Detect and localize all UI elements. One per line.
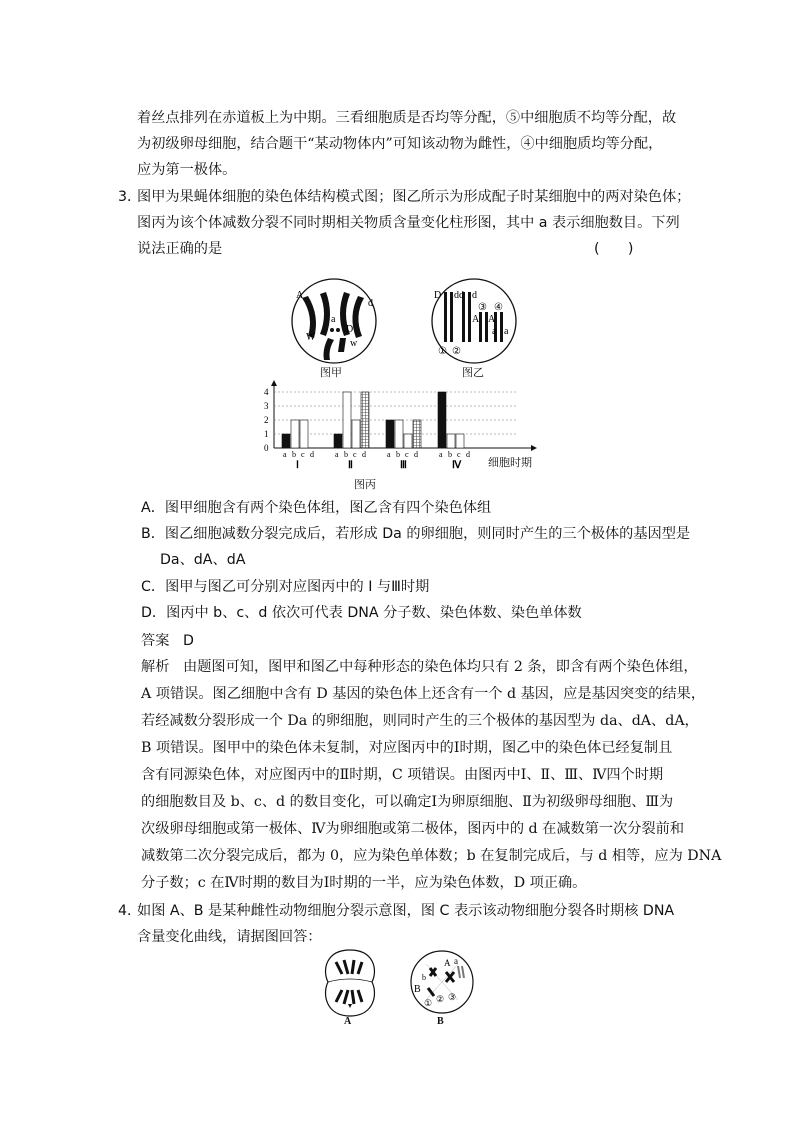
- bar-c: [300, 420, 308, 448]
- figure-jia-caption: 图甲: [320, 366, 342, 379]
- bar-d: [413, 420, 421, 448]
- fig-yi-label-d: d: [472, 290, 477, 301]
- bar-letter: a: [387, 450, 391, 459]
- bar-letter: d: [466, 450, 470, 459]
- fig-b-label-3: ③: [448, 992, 457, 1002]
- q3-analysis-8: 减数第二次分裂完成后，都为 0，应为染色单体数；b 在复制完成后，与 d 相等，应为 DNA: [141, 848, 722, 864]
- bar-c: [404, 434, 412, 448]
- bar-b: [343, 392, 351, 448]
- fig-yi-label-1: ①: [438, 346, 447, 357]
- q3-analysis-1: 由题图可知，图甲和图乙中每种形态的染色体均只有 2 条，即含有两个染色体组，: [183, 659, 698, 675]
- bar-letter: b: [396, 450, 400, 459]
- fig-jia-label-a: a: [331, 314, 336, 325]
- x-axis-arrow: [531, 445, 537, 451]
- bar-letter: c: [353, 450, 357, 459]
- bar-a: [334, 434, 342, 448]
- intro-line-1: 着丝点排列在赤道板上为中期。三看细胞质是否均等分配，⑤中细胞质不均等分配，故: [137, 110, 677, 126]
- q3-answer-value: D: [183, 633, 194, 649]
- fig-b-label-b: b: [422, 973, 426, 982]
- bar-letter: a: [335, 450, 339, 459]
- q4-stem-2: 含量变化曲线，请据图回答：: [137, 929, 322, 945]
- q3-answer-label: 答案: [141, 633, 170, 649]
- q3-analysis-4: B 项错误。图甲中的染色体未复制，对应图丙中的Ⅰ时期，图乙中的染色体已经复制且: [141, 740, 673, 756]
- bar-letter: c: [301, 450, 305, 459]
- q3-analysis-5: 含有同源染色体，对应图丙中的Ⅱ时期，C 项错误。由图丙中Ⅰ、Ⅱ、Ⅲ、Ⅳ四个时期: [141, 767, 664, 783]
- bar-b: [447, 434, 455, 448]
- y-tick-label: 4: [264, 387, 269, 397]
- fig-b-label-a: a: [454, 956, 458, 966]
- bar-b: [291, 420, 299, 448]
- bar-letter: d: [414, 450, 418, 459]
- bar-a: [282, 434, 290, 448]
- q3-analysis-2: A 项错误。图乙细胞中含有 D 基因的染色体上还含有一个 d 基因，应是基因突变的结果，: [141, 686, 706, 702]
- bar-c: [456, 434, 464, 448]
- fig-b-label-B: B: [414, 984, 421, 995]
- figure-b: [406, 946, 478, 1032]
- fig-jia-label-A: A: [296, 290, 304, 301]
- fig-yi-label-dd: dd: [454, 290, 464, 301]
- bar-letter: d: [362, 450, 366, 459]
- bar-letter: a: [283, 450, 287, 459]
- y-tick-label: 3: [264, 401, 269, 411]
- chart-title: 图丙: [354, 478, 376, 491]
- bar-a: [438, 392, 446, 448]
- q3-number: 3．: [118, 189, 142, 205]
- group-label: Ⅱ: [348, 460, 353, 471]
- figure-bing-chart: [256, 378, 556, 490]
- bar-chart: [256, 378, 556, 490]
- fig-b-label-1: ①: [424, 998, 433, 1008]
- q4-number: 4．: [118, 903, 142, 919]
- y-tick-label: 0: [264, 443, 269, 453]
- y-tick-label: 1: [264, 429, 269, 439]
- bar-letter: b: [448, 450, 452, 459]
- bar-d: [361, 392, 369, 448]
- q3-analysis-6: 的细胞数目及 b、c、d 的数目变化，可以确定Ⅰ为卵原细胞、Ⅱ为初级卵母细胞、Ⅲ为: [141, 794, 674, 810]
- fig-yi-label-3: ③: [478, 302, 487, 313]
- q3-analysis-9: 分子数；c 在Ⅳ时期的数目为Ⅰ时期的一半，应为染色体数，D 项正确。: [141, 875, 587, 891]
- q3-option-a[interactable]: A．图甲细胞含有两个染色体组，图乙含有四个染色体组: [141, 500, 492, 516]
- group-label: Ⅲ: [400, 460, 407, 471]
- fig-yi-label-a1: a: [492, 326, 497, 337]
- figure-yi: [424, 276, 534, 386]
- q3-option-b-cont: Da、dA、dA: [160, 552, 246, 568]
- group-label: Ⅳ: [452, 460, 462, 471]
- y-axis-arrow: [271, 380, 277, 386]
- fig-b-label-A: A: [444, 958, 451, 968]
- bar-letter: b: [292, 450, 296, 459]
- bar-letter: d: [310, 450, 314, 459]
- figure-yi-caption: 图乙: [462, 366, 484, 379]
- q3-stem-3: 说法正确的是: [137, 241, 223, 257]
- q3-analysis-7: 次级卵母细胞或第一极体、Ⅳ为卵细胞或第二极体，图丙中的 d 在减数第一次分裂前和: [141, 821, 685, 837]
- y-tick-label: 2: [264, 415, 269, 425]
- q3-analysis-3: 若经减数分裂形成一个 Da 的卵细胞，则同时产生的三个极体的基因型为 da、dA、dA，: [141, 713, 699, 729]
- bar-b: [395, 420, 403, 448]
- bar-letter: c: [405, 450, 409, 459]
- fig-b-label-2: ②: [436, 994, 445, 1004]
- q3-option-d[interactable]: D．图丙中 b、c、d 依次可代表 DNA 分子数、染色体数、染色单体数: [141, 605, 582, 621]
- q3-answer-bracket: ( ): [594, 241, 634, 257]
- bar-letter: c: [457, 450, 461, 459]
- fig-yi-label-2: ②: [452, 346, 461, 357]
- fig-jia-label-d: d: [368, 298, 373, 309]
- group-label: Ⅰ: [296, 460, 299, 471]
- chart-xlabel: 细胞时期: [488, 456, 532, 469]
- bar-c: [352, 420, 360, 448]
- figure-b-caption: B: [437, 1016, 444, 1027]
- figure-jia: [284, 276, 394, 386]
- fig-yi-label-D: D: [434, 290, 442, 301]
- q3-stem-2: 图丙为该个体减数分裂不同时期相关物质含量变化柱形图，其中 a 表示细胞数目。下列: [137, 215, 680, 231]
- fig-yi-label-4: ④: [494, 302, 503, 313]
- bar-letter: a: [439, 450, 443, 459]
- figure-a: [318, 946, 382, 1032]
- bar-a: [386, 420, 394, 448]
- q3-option-b[interactable]: B．图乙细胞减数分裂完成后，若形成 Da 的卵细胞，则同时产生的三个极体的基因型是: [141, 526, 691, 542]
- q3-analysis-label: 解析: [141, 659, 170, 675]
- figure-a-caption: A: [344, 1016, 352, 1027]
- q3-stem-1: 图甲为果蝇体细胞的染色体结构模式图；图乙所示为形成配子时某细胞中的两对染色体；: [137, 189, 691, 205]
- intro-line-3: 应为第一极体。: [137, 162, 237, 178]
- fig-yi-label-a2: a: [504, 326, 509, 337]
- intro-line-2: 为初级卵母细胞，结合题干“某动物体内”可知该动物为雌性，④中细胞质均等分配，: [137, 136, 663, 152]
- fig-jia-label-w: w: [350, 338, 358, 349]
- fig-yi-label-A2: A: [488, 314, 496, 325]
- fig-jia-label-W: W: [306, 332, 316, 343]
- bar-letter: b: [344, 450, 348, 459]
- fig-yi-label-A1: A: [472, 314, 480, 325]
- q3-option-c[interactable]: C．图甲与图乙可分别对应图丙中的 Ⅰ 与Ⅲ时期: [141, 579, 430, 595]
- fig-jia-label-D: D: [346, 324, 354, 335]
- q4-stem-1: 如图 A、B 是某种雌性动物细胞分裂示意图，图 C 表示该动物细胞分裂各时期核 DNA: [137, 903, 675, 919]
